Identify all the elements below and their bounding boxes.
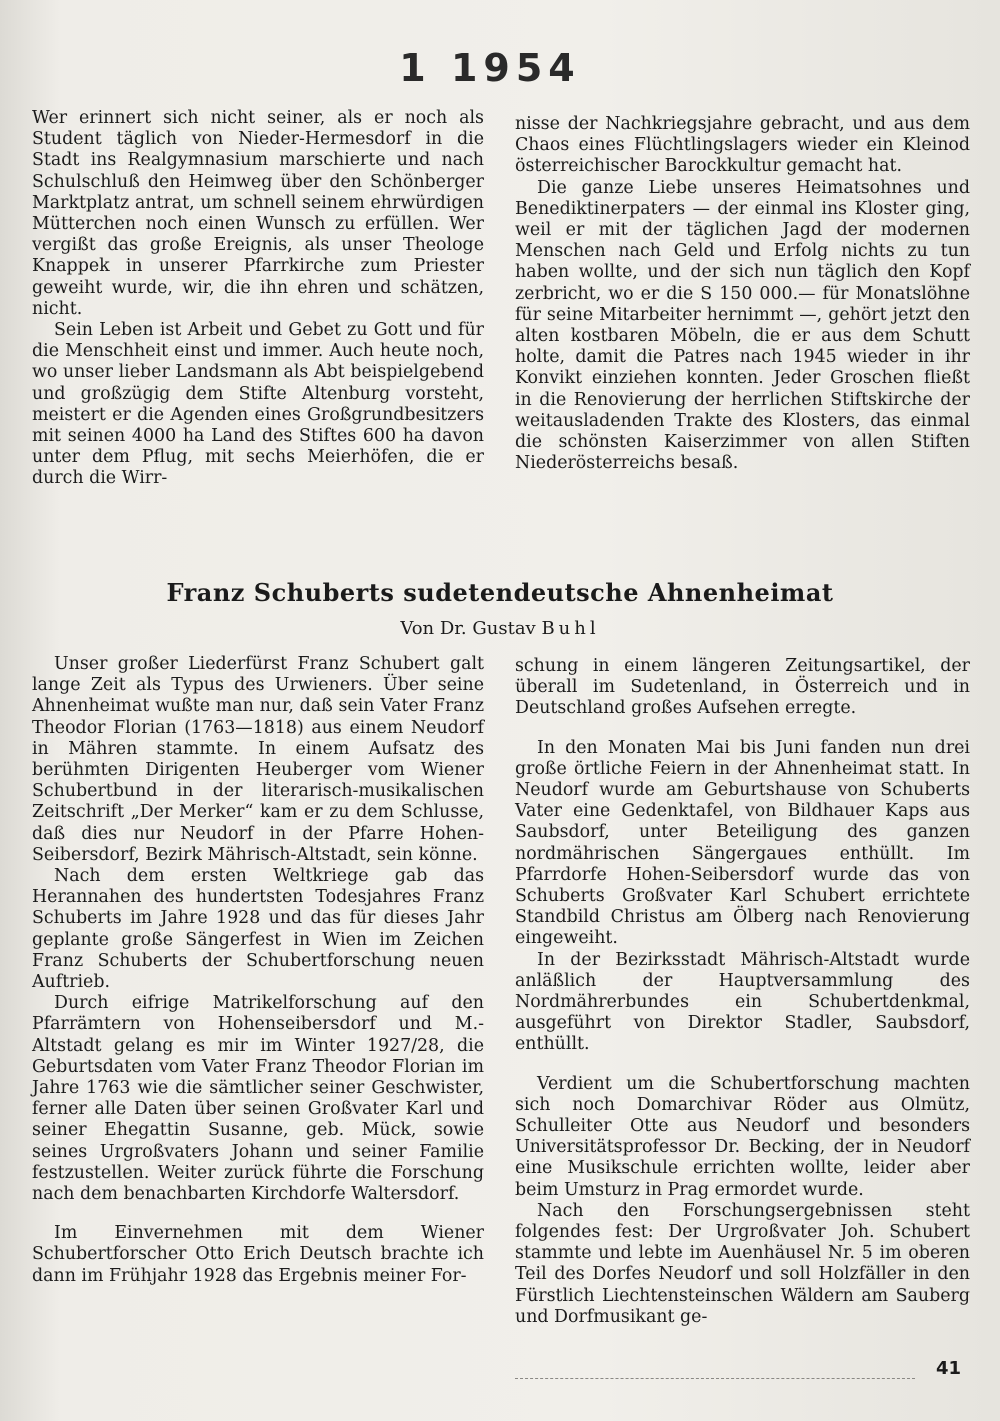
paragraph: Im Einvernehmen mit dem Wiener Schubertforscher Otto Erich Deutsch brachte ich dann im Frühjahr 1928 das Ergebnis meiner For- [32,1223,484,1286]
byline-author-name: Buhl [541,618,600,639]
article-left-column [32,654,484,1287]
paragraph: Durch eifrige Matrikelforschung auf den Pfarrämtern von Hohenseibersdorf und M.-Altstadt gelang es mir im Winter 1927/28, die Geburtsdaten vom Vater Franz Theodor Florian im Jahre 1763 wie die sämtlicher seiner Geschwister, ferner alle Daten über seinen Großvater Karl und seiner Ehegattin Susanne, geb. Mück, sowie seines Urgroßvaters Johann und seiner Familie festzustellen. Weiter zurück führte die Forschung nach dem benachbarten Kirchdorfe Waltersdorf. [32,993,484,1205]
article-byline [300,618,700,639]
issue-header: 1 1954 [399,46,581,90]
paragraph: nisse der Nachkriegsjahre gebracht, und aus dem Chaos eines Flüchtlingslagers wieder ein Kleinod österreichischer Barockkultur gemacht hat. [515,114,970,177]
paragraph: Nach den Forschungsergebnissen steht folgendes fest: Der Urgroßvater Joh. Schubert stammte und lebte im Auenhäusel Nr. 5 im oberen Teil des Dorfes Neudorf und soll Holzfäller in den Fürstlich Liechtensteinschen Wäldern am Sauberg und Dorfmusikant ge- [515,1200,970,1327]
paragraph: Verdient um die Schubertforschung machten sich noch Domarchivar Röder aus Olmütz, Schulleiter Otte aus Neudorf und besonders Universitätsprofessor Dr. Becking, der in Neudorf eine Musikschule errichten wollte, leider aber beim Umsturz in Prag ermordet wurde. [515,1073,970,1200]
footer-divider [515,1378,915,1379]
paragraph: Sein Leben ist Arbeit und Gebet zu Gott und für die Menschheit einst und immer. Auch heute noch, wo unser lieber Landsmann als Abt beispielgebend und großzügig dem Stifte Altenburg vorsteht, meistert er die Agenden eines Großgrundbesitzers mit seinen 4000 ha Land des Stiftes 600 ha davon unter dem Pflug, mit sechs Meierhöfen, die er durch die Wirr- [32,320,484,489]
paragraph: schung in einem längeren Zeitungsartikel, der überall im Sudetenland, in Österreich und in Deutschland großes Aufsehen erregte. [515,656,970,719]
top-left-column [32,108,484,490]
paragraph: Wer erinnert sich nicht seiner, als er noch als Student täglich von Nieder-Hermesdorf in die Stadt ins Realgymnasium marschierte und nach Schulschluß den Heimweg über den Schönberger Marktplatz antrat, um schnell seinem ehrwürdigen Mütterchen noch einen Wunsch zu erfüllen. Wer vergißt das große Ereignis, als unser Theologe Knappek in unserer Pfarrkirche zum Priester geweiht wurde, wir, die ihn ehren und schätzen, nicht. [32,108,484,319]
top-right-column [515,114,970,474]
paragraph: In den Monaten Mai bis Juni fanden nun drei große örtliche Feiern in der Ahnenheimat statt. In Neudorf wurde am Geburtshause von Schuberts Vater eine Gedenktafel, von Bildhauer Kaps aus Saubsdorf, unter Beteiligung des ganzen nordmährischen Sängergaues enthüllt. Im Pfarrdorfe Hohen-Seibersdorf wurde das von Schuberts Großvater Karl Schubert errichtete Standbild Christus am Ölberg nach Renovierung eingeweiht. [515,737,970,949]
paragraph: Unser großer Liederfürst Franz Schubert galt lange Zeit als Typus des Urwieners. Über seine Ahnenheimat wußte man nur, daß sein Vater Franz Theodor Florian (1763—1818) aus einem Neudorf in Mähren stammte. In einem Aufsatz des berühmten Dirigenten Heuberger vom Wiener Schubertbund in der literarisch-musikalischen Zeitschrift „Der Merker“ kam er zu dem Schlusse, daß dies nur Neudorf in der Pfarre Hohen-Seibersdorf, Bezirk Mährisch-Altstadt, sein könne. [32,654,484,865]
byline-prefix: Von Dr. Gustav [400,618,536,639]
paragraph: In der Bezirksstadt Mährisch-Altstadt wurde anläßlich der Hauptversammlung des Nordmährerbundes ein Schubertdenkmal, ausgeführt von Direktor Stadler, Saubsdorf, enthüllt. [515,949,970,1055]
paragraph: Nach dem ersten Weltkriege gab das Herannahen des hundertsten Todesjahres Franz Schuberts im Jahre 1928 und das für dieses Jahr geplante große Sängerfest in Wien im Zeichen Franz Schuberts der Schubertforschung neuen Auftrieb. [32,866,484,993]
page-number: 41 [936,1358,962,1379]
paragraph: Die ganze Liebe unseres Heimatsohnes und Benediktinerpaters — der einmal ins Kloster ging, weil er mit der täglichen Jagd der modernen Menschen nach Geld und Erfolg nichts zu tun haben wollte, und der sich nun täglich den Kopf zerbricht, wo er die S 150 000.— für Monatslöhne für seine Mitarbeiter hernimmt —, gehört jetzt den alten kostbaren Möbeln, die er aus dem Schutt holte, damit die Patres nach 1945 wieder in ihr Konvikt einziehen konnten. Jeder Groschen fließt in die Renovierung der herrlichen Stiftskirche der weitausladenden Trakte des Klosters, das einmal die schönsten Kaiserzimmer von allen Stiften Niederösterreichs besaß. [515,177,970,474]
article-title: Franz Schuberts sudetendeutsche Ahnenheimat [166,578,834,607]
article-right-column [515,656,970,1328]
